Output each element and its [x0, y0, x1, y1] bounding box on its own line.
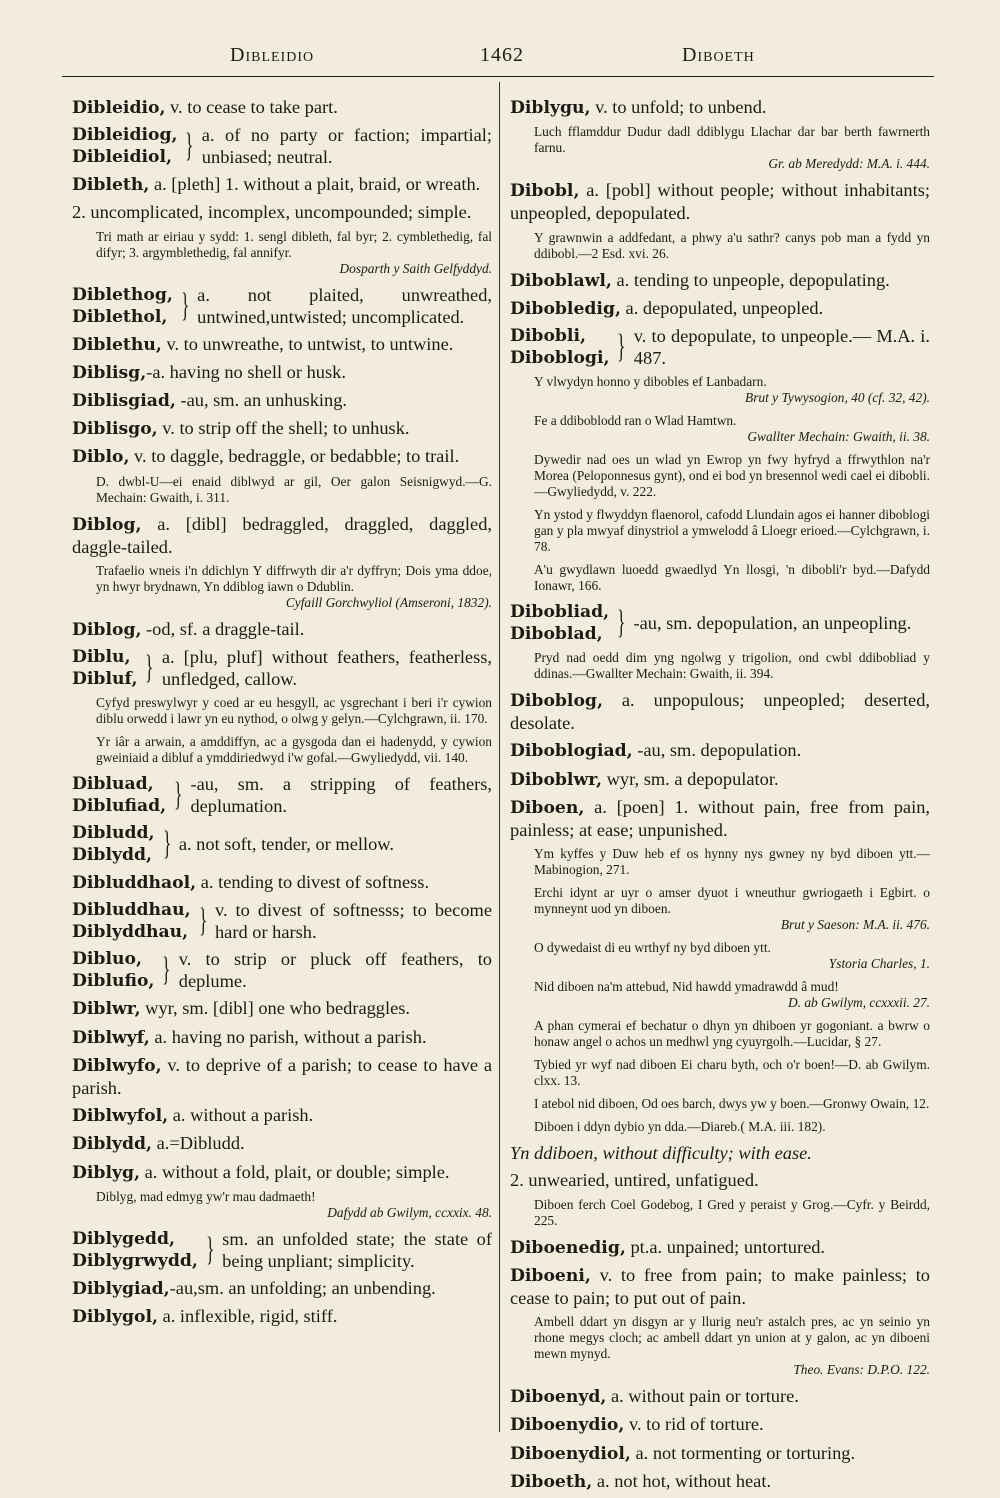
citation-quote — [510, 1057, 930, 1089]
definition: v. to free from pain; to make painless; to cease to pain; to put out of pain. — [510, 1264, 930, 1309]
headword: Dibleth, — [72, 175, 150, 196]
dictionary-entry — [510, 297, 930, 320]
citation-quote — [72, 1189, 492, 1221]
headword: Dibluddhau, — [72, 900, 191, 921]
quote-text: Tri math ar eiriau y sydd: 1. sengl dibleth, fal byr; 2. cymblethedig, fal difyr; 3. argymblethedig, fal annifyr. — [96, 228, 492, 260]
dictionary-entry — [72, 997, 492, 1020]
citation-quote — [510, 1314, 930, 1378]
dictionary-entry — [72, 417, 492, 440]
quote-text: D. dwbl-U—ei enaid diblwyd ar gil, Oer galon Seisnigwyd.—G. Mechain: Gwaith, i. 311. — [96, 473, 492, 505]
dictionary-entry — [72, 1026, 492, 1049]
definition: a. not tormenting or torturing. — [630, 1442, 856, 1463]
headword-group — [72, 822, 155, 866]
definition: wyr, sm. [dibl] one who bedraggles. — [140, 998, 411, 1019]
quote-source: Ystoria Charles, 1. — [828, 956, 930, 972]
headword: Diblygol, — [72, 1307, 158, 1328]
dictionary-entry — [72, 445, 492, 468]
definition: a. without a parish. — [168, 1105, 314, 1126]
definition: a. of no party or faction; impartial; unbiased; neutral. — [201, 125, 492, 168]
dictionary-entry-pair — [510, 601, 930, 645]
quote-source: Dafydd ab Gwilym, ccxxix. 48. — [327, 1204, 492, 1220]
headword: Dibleidiog, — [72, 125, 178, 146]
citation-quote — [510, 846, 930, 878]
definition: wyr, sm. a depopulator. — [602, 768, 779, 789]
definition: -au, sm. an unhusking. — [175, 390, 347, 411]
definition: -au, sm. depopulation, an unpeopling. — [633, 613, 912, 634]
headword: Diblo, — [72, 447, 130, 468]
definition: -au, sm. depopulation. — [632, 740, 802, 761]
definition: v. to strip or pluck off feathers, to deplume. — [178, 949, 492, 992]
headword: Diboeni, — [510, 1265, 591, 1286]
dictionary-entry-pair — [72, 822, 492, 866]
dictionary-entry — [72, 1054, 492, 1099]
headword: Diblwyfol, — [72, 1106, 169, 1127]
dictionary-entry-pair — [72, 284, 492, 328]
page-header — [70, 44, 932, 74]
headword: Diboenydio, — [510, 1415, 625, 1436]
dictionary-entry — [510, 1385, 930, 1408]
citation-quote — [510, 1018, 930, 1050]
definition: a. not hot, without heat. — [592, 1470, 772, 1491]
headword: Diblwyfo, — [72, 1055, 162, 1076]
definition: a. not soft, tender, or mellow. — [178, 834, 394, 855]
quote-text: Cyfyd preswylwyr y coed ar eu hesgyll, ac ysgrechant i beri i'r cywion diblu orwedd i lawr yn eu nythod, o olwg y gelyn.—Cylchgrawn, ii. 170. — [96, 695, 492, 727]
dictionary-entry — [72, 333, 492, 356]
header-rule — [62, 76, 934, 77]
definition: v. to divest of softnesss; to become hard or harsh. — [214, 900, 492, 943]
dictionary-entry — [510, 1264, 930, 1309]
citation-quote — [510, 1119, 930, 1135]
quote-text: A phan cymerai ef bechatur o dhyn yn dhiboen yr gogoniant. a bwrw o honaw angel o achos un medhwl yng cyuyrgolh.—Lucidar, § 27. — [534, 1018, 930, 1050]
headword-group — [510, 601, 609, 645]
definition: -au, sm. a stripping of feathers, deplumation. — [190, 774, 492, 817]
citation-quote — [510, 1197, 930, 1229]
headword: Diblygedd, — [72, 1228, 175, 1249]
dictionary-entry — [510, 689, 930, 734]
definition: 2. uncomplicated, incomplex, uncompounded; simple. — [72, 202, 472, 223]
brace: } — [162, 825, 171, 863]
definition: a. depopulated, unpeopled. — [620, 297, 824, 318]
headword: Diblwyf, — [72, 1027, 150, 1048]
quote-text: Diblyg, mad edmyg yw'r mau dadmaeth! — [96, 1188, 316, 1204]
headword: Dibluf, — [72, 669, 138, 690]
citation-quote — [510, 940, 930, 972]
citation-quote — [510, 230, 930, 262]
quote-source: Brut y Saeson: M.A. ii. 476. — [780, 917, 930, 933]
headword: Diboblog, — [510, 691, 603, 712]
dictionary-entry — [72, 1132, 492, 1155]
quote-text: Dywedir nad oes un wlad yn Ewrop yn fwy hyfryd a ffrwythlon na'r Morea (Peloponnesus gynt), ond ei bod yn bresennol wedi cael ei dibobli.—Gwyliedydd, v. 222. — [534, 452, 930, 500]
dictionary-entry-pair — [72, 1228, 492, 1272]
definition: a. [poen] 1. without pain, free from pain, painless; at ease; unpunished. — [510, 796, 930, 841]
headword: Diblisgiad, — [72, 391, 176, 412]
definition: a. without pain or torture. — [606, 1386, 799, 1407]
headword: Diblygrwydd, — [72, 1250, 198, 1271]
dictionary-entry — [510, 1142, 930, 1164]
headword-group — [72, 773, 166, 817]
definition: v. to rid of torture. — [624, 1414, 764, 1435]
dictionary-entry — [510, 1169, 930, 1191]
citation-quote — [510, 374, 930, 406]
headword: Dibobliad, — [510, 602, 610, 623]
headword: Diboenyd, — [510, 1387, 607, 1408]
headword: Diboblwr, — [510, 769, 603, 790]
quote-text: Fe a ddiboblodd ran o Wlad Hamtwn. — [534, 413, 737, 429]
headword: Diblethol, — [72, 306, 168, 327]
headword: Diblethu, — [72, 334, 162, 355]
headword: Diboenedig, — [510, 1237, 626, 1258]
headword: Dibobl, — [510, 181, 580, 202]
quote-text: Trafaelio wneis i'n ddichlyn Y diffrwyth dir a'r dyffryn; Dois yma ddoe, yn hwyr brydnawn, Yn ddiblog iawn o Ddublin. — [96, 563, 492, 595]
headword-group — [510, 325, 609, 369]
citation-quote — [72, 734, 492, 766]
brace: } — [185, 127, 194, 165]
headword: Diblufiad, — [72, 796, 167, 817]
page-number: 1462 — [480, 44, 524, 66]
definition: v. to depopulate, to unpeople.— M.A. i. 487. — [633, 326, 930, 369]
dictionary-entry — [72, 389, 492, 412]
headword-group — [72, 1228, 198, 1272]
definition: v. to unwreathe, to untwist, to untwine. — [161, 333, 454, 354]
dictionary-entry — [72, 201, 492, 223]
dictionary-entry — [72, 173, 492, 196]
definition: a. tending to unpeople, depopulating. — [611, 269, 890, 290]
dictionary-entry-pair — [72, 124, 492, 168]
quote-text: Nid diboen na'm attebud, Nid hawdd ymadrawdd â mud! — [534, 979, 839, 995]
dictionary-entry — [510, 269, 930, 292]
dictionary-entry — [72, 1277, 492, 1300]
brace: } — [205, 1230, 215, 1268]
definition: a.=Dibludd. — [152, 1133, 245, 1154]
citation-quote — [510, 562, 930, 594]
headword: Diboenydiol, — [510, 1443, 631, 1464]
quote-text: Ambell ddart yn disgyn ar y llurig neu'r astalch pres, ac yn seinio yn rhone megys cloch; ac ambell ddart yn union at y galon, ac yn diboeni mewn mynyd. — [534, 1314, 930, 1362]
citation-quote — [510, 413, 930, 445]
headword: Diboblogiad, — [510, 741, 633, 762]
quote-text: Y vlwydyn honno y dibobles ef Lanbadarn. — [534, 374, 767, 390]
brace: } — [174, 776, 183, 814]
quote-text: Yr iâr a arwain, a amddiffyn, ac a gysgoda dan ei hadenydd, y cywion gweiniaid a dibluf a ymddiriedwyd i'w gofal.—Gwyliedydd, vii. 140. — [96, 734, 492, 766]
dictionary-entry — [72, 361, 492, 384]
dictionary-entry — [72, 618, 492, 641]
definition: a. unpopulous; unpeopled; deserted, desolate. — [510, 690, 930, 734]
definition: a. without a fold, plait, or double; simple. — [139, 1161, 450, 1182]
dictionary-entry — [510, 179, 930, 224]
quote-source: Gwallter Mechain: Gwaith, ii. 38. — [747, 429, 930, 445]
quote-source: Cyfaill Gorchwyliol (Amseroni, 1832). — [285, 595, 492, 611]
citation-quote — [72, 474, 492, 506]
quote-text: Ym kyffes y Duw heb ef os hynny nys gwney ny byd diboen ytt.—Mabinogion, 271. — [534, 846, 930, 878]
definition: v. to daggle, bedraggle, or bedabble; to trail. — [129, 446, 460, 467]
citation-quote — [72, 695, 492, 727]
headword: Diblydd, — [72, 1134, 152, 1155]
definition: a. tending to divest of softness. — [196, 872, 430, 893]
citation-quote — [510, 124, 930, 172]
citation-quote — [510, 507, 930, 555]
dictionary-entry-pair — [72, 948, 492, 992]
headword: Dibleidio, — [72, 98, 166, 118]
definition: a. not plaited, unwreathed, untwined,untwisted; uncomplicated. — [197, 284, 492, 327]
quote-text: Yn ystod y flwyddyn flaenorol, cafodd Llundain agos ei hanner diboblogi gan y pla mwyaf dinystriol a ymwelodd â Lloegr erioed.—Cylchgrawn, i. 78. — [534, 507, 930, 555]
definition: pt.a. unpained; untortured. — [625, 1236, 826, 1257]
headword: Diblygiad, — [72, 1278, 170, 1299]
right-column — [510, 96, 930, 1498]
definition: a. [pleth] 1. without a plait, braid, or wreath. — [149, 174, 481, 195]
dictionary-entry-pair — [72, 773, 492, 817]
definition: 2. unwearied, untired, unfatigued. — [510, 1170, 759, 1191]
dictionary-entry — [72, 96, 492, 119]
definition: sm. an unfolded state; the state of being unpliant; simplicity. — [222, 1228, 492, 1271]
dictionary-entry — [510, 739, 930, 762]
headword-group — [72, 948, 154, 992]
headword: Diboeth, — [510, 1471, 593, 1492]
definition: v. to deprive of a parish; to cease to have a parish. — [72, 1054, 492, 1099]
headword: Dibleidiol, — [72, 147, 172, 168]
headword: Diblygu, — [510, 98, 591, 118]
quote-text: Diboen i ddyn dybio yn dda.—Diareb.( M.A. iii. 182). — [534, 1119, 826, 1135]
headword-group — [72, 124, 177, 168]
definition: a. having no parish, without a parish. — [149, 1026, 427, 1047]
headword: Diblethog, — [72, 284, 173, 305]
definition: v. to unfold; to unbend. — [590, 97, 767, 117]
quote-source: Theo. Evans: D.P.O. 122. — [793, 1362, 930, 1378]
quote-text: Pryd nad oedd dim yng ngolwg y trigolion, ond cwbl ddibobliad y ddinas.—Gwallter Mechain: Gwaith, ii. 394. — [534, 650, 930, 682]
definition: v. to cease to take part. — [165, 97, 338, 117]
headword: Diboblad, — [510, 624, 603, 645]
brace: } — [617, 328, 626, 366]
definition: -au,sm. an unfolding; an unbending. — [169, 1277, 436, 1298]
headword-group — [72, 646, 137, 690]
headword: Diblisgo, — [72, 419, 158, 440]
brace: } — [162, 951, 171, 989]
citation-quote — [510, 452, 930, 500]
headword: Diblog, — [72, 514, 142, 535]
definition: a. [plu, pluf] without feathers, featherless, unfledged, callow. — [161, 647, 492, 690]
headword: Dibluo, — [72, 949, 142, 970]
headword: Diblog, — [72, 620, 142, 641]
headword: Diblyg, — [72, 1162, 140, 1183]
headword: Diblyddhau, — [72, 922, 189, 943]
quote-text: Tybied yr wyf nad diboen Ei charu byth, och o'r boen!—D. ab Gwilym. clxx. 13. — [534, 1057, 930, 1089]
dictionary-entry — [72, 1305, 492, 1328]
definition: a. inflexible, rigid, stiff. — [157, 1306, 338, 1327]
headword: Diblydd, — [72, 845, 152, 866]
dictionary-entry — [510, 796, 930, 841]
headword: Dibobli, — [510, 326, 586, 347]
running-head-right: Diboeth — [682, 44, 755, 66]
dictionary-entry-pair — [72, 899, 492, 943]
dictionary-entry — [510, 1413, 930, 1436]
headword: Diblisg, — [72, 362, 147, 383]
definition: v. to strip off the shell; to unhusk. — [157, 418, 410, 439]
citation-quote — [72, 563, 492, 611]
definition: Yn ddiboen, without difficulty; with ease. — [510, 1143, 812, 1164]
dictionary-entry — [72, 1104, 492, 1127]
quote-source: Gr. ab Meredydd: M.A. i. 444. — [768, 156, 930, 172]
definition: a. [dibl] bedraggled, draggled, daggled, daggle-tailed. — [72, 513, 492, 557]
quote-source: Brut y Tywysogion, 40 (cf. 32, 42). — [745, 390, 930, 406]
dictionary-entry — [72, 1161, 492, 1184]
quote-text: Diboen ferch Coel Godebog, I Gred y peraist y Grog.—Cyfr. y Beirdd, 225. — [534, 1196, 930, 1228]
left-column — [72, 96, 492, 1333]
quote-source: Dosparth y Saith Gelfyddyd. — [339, 260, 492, 276]
quote-text: Erchi idynt ar uyr o amser dyuot i wneuthur gwriogaeth i Egbirt. o mynneynt uod yn diboen. — [534, 885, 930, 917]
headword: Diboen, — [510, 797, 585, 818]
quote-text: O dywedaist di eu wrthyf ny byd diboen ytt. — [534, 940, 771, 956]
headword: Diblufio, — [72, 971, 155, 992]
headword-group — [72, 284, 173, 328]
definition: -od, sf. a draggle-tail. — [141, 619, 305, 640]
dictionary-entry — [510, 1236, 930, 1259]
running-head-left: Dibleidio — [230, 44, 315, 66]
headword: Diboblawl, — [510, 270, 612, 291]
definition: -a. having no shell or husk. — [146, 361, 346, 382]
citation-quote — [510, 885, 930, 933]
definition: a. [pobl] without people; without inhabitants; unpeopled, depopulated. — [510, 180, 930, 224]
citation-quote — [510, 650, 930, 682]
headword: Diblu, — [72, 647, 131, 668]
headword: Diblwr, — [72, 999, 141, 1020]
brace: } — [145, 649, 154, 687]
dictionary-entry — [510, 1470, 930, 1493]
quote-text: A'u gwydlawn luoedd gwaedlyd Yn llosgi, 'n dibobli'r byd.—Dafydd Ionawr, 166. — [534, 562, 930, 594]
brace: } — [198, 902, 207, 940]
dictionary-entry-pair — [510, 325, 930, 369]
dictionary-entry — [72, 871, 492, 894]
dictionary-entry — [510, 96, 930, 119]
headword: Dibluad, — [72, 774, 154, 795]
brace: } — [180, 286, 190, 324]
headword: Diboblogi, — [510, 348, 610, 369]
column-divider — [499, 82, 500, 1432]
quote-text: I atebol nid diboen, Od oes barch, dwys yw y boen.—Gronwy Owain, 12. — [534, 1096, 930, 1112]
citation-quote — [510, 1096, 930, 1112]
dictionary-entry — [510, 1442, 930, 1465]
headword-group — [72, 899, 191, 943]
citation-quote — [510, 979, 930, 1011]
headword: Dibluddhaol, — [72, 873, 197, 894]
quote-text: Luch fflamddur Dudur dadl ddiblygu Llachar dar bar berth fawrnerth farnu. — [534, 124, 930, 156]
citation-quote — [72, 229, 492, 277]
dictionary-entry — [72, 513, 492, 558]
dictionary-entry — [510, 768, 930, 791]
headword: Dibludd, — [72, 823, 155, 844]
quote-text: Y grawnwin a addfedant, a phwy a'u sathr? canys pob man a fydd yn ddibobl.—2 Esd. xvi. 26. — [534, 229, 930, 261]
brace: } — [617, 604, 626, 642]
quote-source: D. ab Gwilym, ccxxxii. 27. — [787, 995, 930, 1011]
headword: Dibobledig, — [510, 298, 621, 319]
dictionary-entry-pair — [72, 646, 492, 690]
